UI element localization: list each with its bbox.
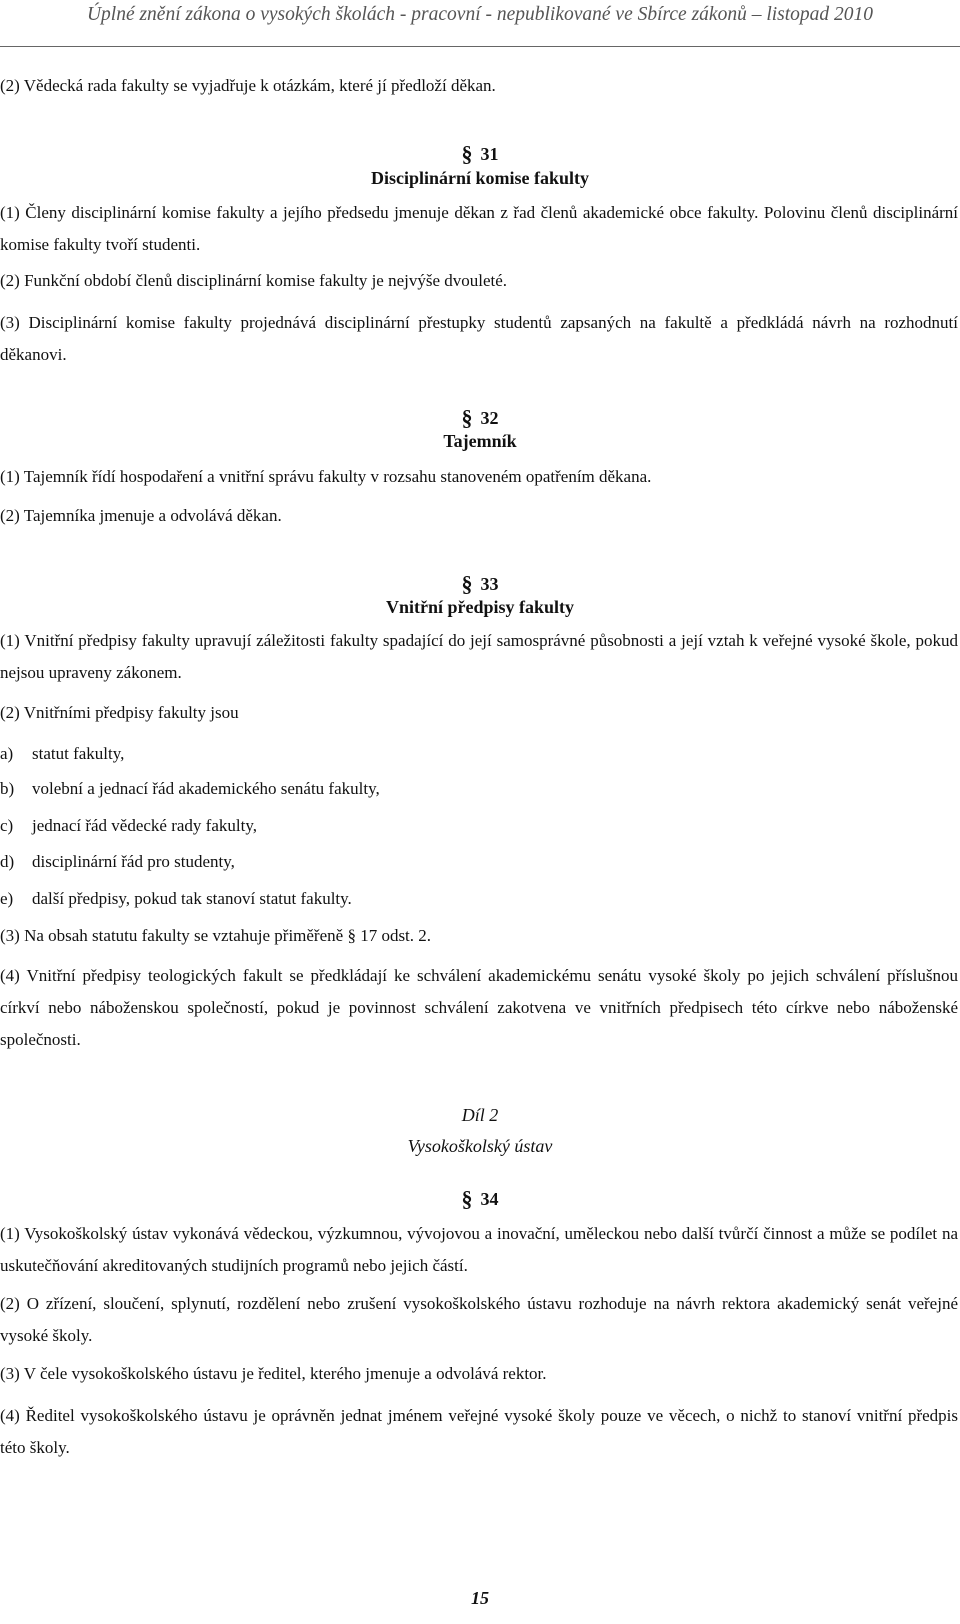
list-item-label: e) <box>0 889 14 908</box>
paragraph-text: 17 odst. 2. <box>360 926 432 945</box>
section-symbol: § <box>347 926 356 945</box>
section-33-paragraph-1: (1) Vnitřní předpisy fakulty upravují záležitosti fakulty spadající do její samosprávné působnosti a její vztah k veřejné vysoké škole, pokud nejsou upraveny zákonem. <box>0 631 958 682</box>
part-title: Vysokoškolský ústav <box>407 1136 553 1156</box>
header-divider <box>0 46 960 47</box>
section-number: 32 <box>480 408 499 428</box>
list-item-label: b) <box>0 779 15 798</box>
list-item <box>0 846 235 878</box>
section-31-paragraph-1: (1) Členy disciplinární komise fakulty a jejího předsedu jmenuje děkan z řad členů akademické obce fakulty. Polovinu členů disciplinární komise fakulty tvoří studenti. <box>0 203 958 254</box>
section-symbol: § <box>461 405 473 430</box>
section-31-paragraph-3: (3) Disciplinární komise fakulty projednává disciplinární přestupky studentů zapsaných na fakultě a předkládá návrh na rozhodnutí děkanovi. <box>0 313 958 364</box>
list-item-label: c) <box>0 816 14 835</box>
section-34-paragraph-1: (1) Vysokoškolský ústav vykonává vědeckou, výzkumnou, vývojovou a inovační, uměleckou nebo další tvůrčí činnost a může se podílet na uskutečňování akreditovaných studijních programů nebo jejich částí. <box>0 1224 958 1275</box>
section-34-paragraph-3: (3) V čele vysokoškolského ústavu je ředitel, kterého jmenuje a odvolává rektor. <box>0 1364 547 1383</box>
list-item <box>0 773 380 805</box>
section-number: 33 <box>480 574 499 594</box>
page-number: 15 <box>471 1588 489 1608</box>
section-32-title: Tajemník <box>443 431 517 451</box>
list-item <box>0 738 124 770</box>
list-item-text: další předpisy, pokud tak stanoví statut fakulty. <box>32 889 352 908</box>
section-symbol: § <box>461 571 473 596</box>
paragraph-text: (3) Na obsah statutu fakulty se vztahuje přiměřeně <box>0 926 344 945</box>
list-item <box>0 883 352 915</box>
paragraph-30-2: (2) Vědecká rada fakulty se vyjadřuje k otázkám, které jí předloží děkan. <box>0 76 496 95</box>
section-31-title: Disciplinární komise fakulty <box>370 168 590 188</box>
list-item-text: disciplinární řád pro studenty, <box>32 852 235 871</box>
section-symbol: § <box>461 141 473 166</box>
section-34-paragraph-2: (2) O zřízení, sloučení, splynutí, rozdělení nebo zrušení vysokoškolského ústavu rozhoduje na návrh rektora akademický senát veřejné vysoké školy. <box>0 1294 958 1345</box>
list-item-text: jednací řád vědecké rady fakulty, <box>32 816 257 835</box>
section-34-heading <box>0 1186 960 1212</box>
section-33-paragraph-3 <box>0 920 958 952</box>
section-number: 31 <box>480 144 499 164</box>
part-label: Díl 2 <box>461 1105 499 1125</box>
section-31-heading <box>0 141 960 167</box>
section-32-paragraph-2: (2) Tajemníka jmenuje a odvolává děkan. <box>0 506 282 525</box>
section-33-paragraph-2: (2) Vnitřními předpisy fakulty jsou <box>0 703 239 722</box>
list-item <box>0 810 257 842</box>
section-number: 34 <box>480 1189 499 1209</box>
section-33-title: Vnitřní předpisy fakulty <box>385 597 575 617</box>
list-item-label: d) <box>0 852 15 871</box>
page-header: Úplné znění zákona o vysokých školách - pracovní - nepublikované ve Sbírce zákonů – listopad 2010 <box>86 4 874 25</box>
section-33-paragraph-4: (4) Vnitřní předpisy teologických fakult se předkládají ke schválení akademickému senátu vysoké školy po jejich schválení příslušnou církví nebo náboženskou společností, pokud je povinnost schválení zakotvena ve vnitřních předpisech této církve nebo náboženské společnosti. <box>0 966 958 1049</box>
list-item-label: a) <box>0 744 14 763</box>
section-symbol: § <box>461 1186 473 1211</box>
section-34-paragraph-4: (4) Ředitel vysokoškolského ústavu je oprávněn jednat jménem veřejné vysoké školy pouze ve věcech, o nichž to stanoví vnitřní předpis této školy. <box>0 1406 958 1457</box>
section-31-paragraph-2: (2) Funkční období členů disciplinární komise fakulty je nejvýše dvouleté. <box>0 271 508 290</box>
list-item-text: volební a jednací řád akademického senátu fakulty, <box>32 779 380 798</box>
list-item-text: statut fakulty, <box>32 744 125 763</box>
section-32-paragraph-1: (1) Tajemník řídí hospodaření a vnitřní správu fakulty v rozsahu stanoveném opatřením děkana. <box>0 467 652 486</box>
